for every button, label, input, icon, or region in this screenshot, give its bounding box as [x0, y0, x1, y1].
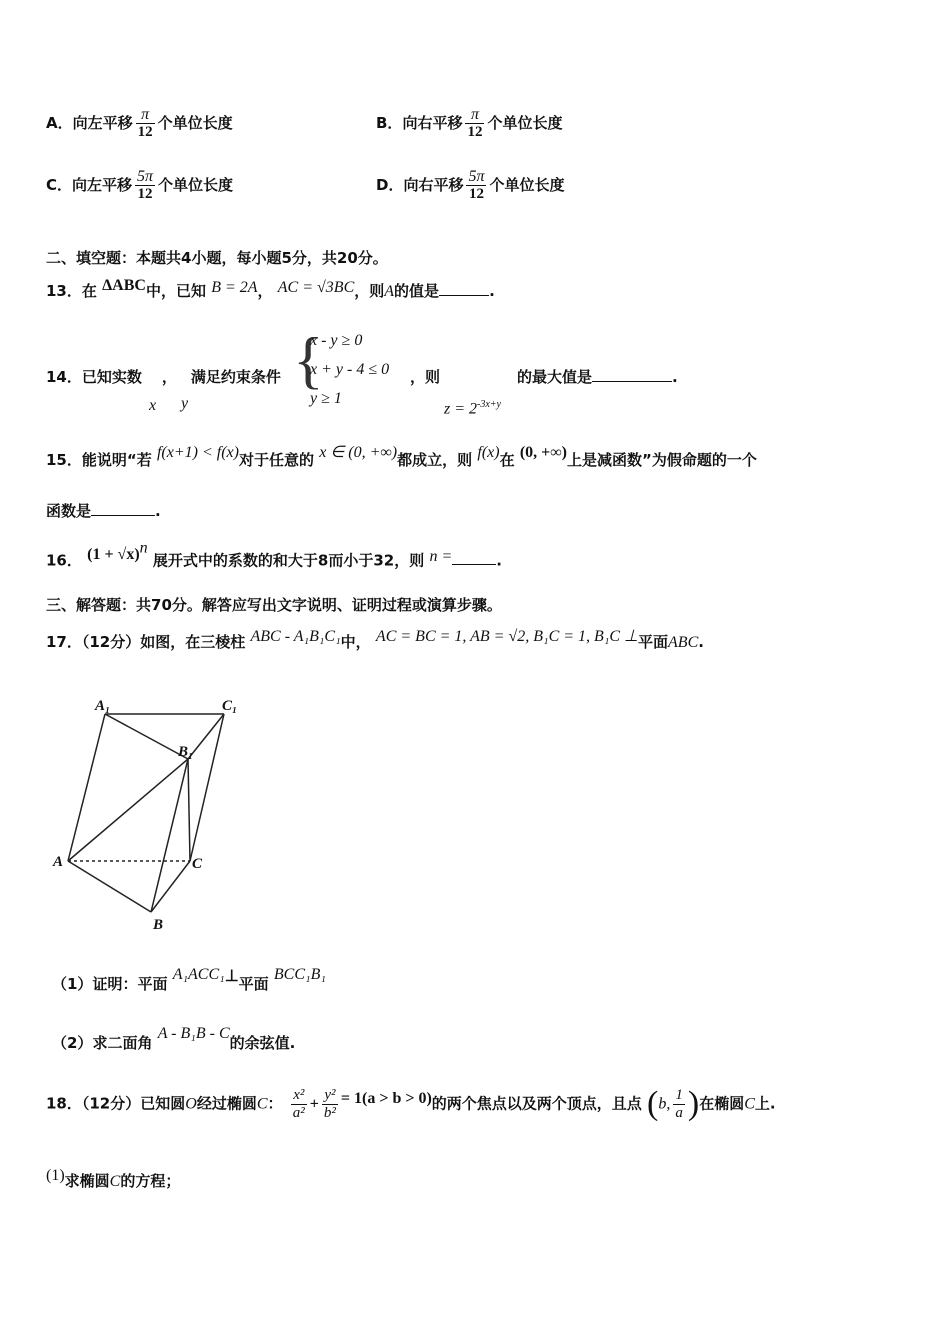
- z-expression: $z = 2^{-3x+y}$: [444, 399, 501, 418]
- var-y: y: [181, 395, 189, 412]
- option-d: D．向右平移 $\frac{5\pi}{12}$ 个单位长度: [376, 168, 565, 202]
- constraint-brace: {: [293, 324, 324, 395]
- prism-figure: [48, 694, 248, 934]
- label-c: C: [192, 856, 203, 872]
- label-a1: A₁: [95, 698, 111, 714]
- question-16: 16． $(1 + √x)^n$ 展开式中的系数的和大于8而小于32，则 n = .: [46, 540, 502, 570]
- edge-a1b1: [105, 714, 188, 759]
- label-a: A: [53, 854, 64, 870]
- question-17-part-1: （1）证明：平面 A₁ACC₁⊥平面 BCC₁B₁: [52, 966, 326, 993]
- question-18: 18．（12分）已知圆O经过椭圆C： $\frac{\text{x²}}{\text{a²}}$ + $\frac{\text{y²}}{\text{b²}}$ = 1(a > b > 0)的两个焦点以及两个顶点，且点 (b, $\frac{1}{a}$ )在椭圆C上.: [46, 1085, 776, 1122]
- question-18-part-1: (1)求椭圆C的方程；: [46, 1167, 181, 1190]
- answer-blank-13: [439, 281, 489, 296]
- constraint-2: x + y - 4 ≤ 0: [310, 361, 390, 378]
- section-2-heading: 二、填空题：本题共4小题，每小题5分，共20分。: [46, 249, 388, 267]
- option-a: A．向左平移 $\frac{\pi}{12}$ 个单位长度: [46, 106, 233, 140]
- label-b: B: [153, 917, 164, 933]
- label-c1: C₁: [222, 698, 238, 714]
- label-b1: B₁: [178, 744, 194, 760]
- var-x: x: [149, 397, 157, 414]
- question-15: 15．能说明“若 f(x+1) < f(x)对于任意的 x ∈ (0, +∞)都成立，则 f(x)在 (0, +∞)上是减函数”为假命题的一个: [46, 444, 757, 469]
- question-17: 17．（12分）如图，在三棱柱 ABC - A₁B₁C₁中， AC = BC = 1, AB = √2, B₁C = 1, B₁C ⊥平面ABC.: [46, 628, 704, 651]
- edge-b1c: [188, 759, 190, 861]
- question-17-part-2: （2）求二面角 A - B₁B - C的余弦值.: [52, 1025, 296, 1052]
- constraint-1: x - y ≥ 0: [310, 332, 363, 349]
- option-c: C．向左平移 $\frac{5\pi}{12}$ 个单位长度: [46, 168, 234, 202]
- edge-b1a: [68, 759, 188, 861]
- answer-blank-16: [452, 550, 496, 565]
- answer-blank-15: [91, 501, 155, 516]
- option-b: B．向右平移 $\frac{\pi}{12}$ 个单位长度: [376, 106, 563, 140]
- question-14-end: 的最大值是 .: [517, 368, 678, 386]
- question-14-tail: ，则: [410, 368, 441, 386]
- answer-blank-14: [592, 367, 672, 382]
- question-15-line2: 函数是 .: [46, 502, 161, 520]
- edge-a1a: [68, 714, 105, 861]
- section-3-heading: 三、解答题：共70分。解答应写出文字说明、证明过程或演算步骤。: [46, 596, 502, 614]
- edge-b1b: [151, 759, 188, 912]
- question-14: 14．已知实数 ， 满足约束条件: [46, 368, 281, 386]
- question-13: 13．在 ΔABC中，已知 B = 2A， AC = √3BC，则A的值是 .: [46, 277, 495, 300]
- edge-ab: [68, 861, 151, 912]
- constraint-3: y ≥ 1: [310, 390, 342, 407]
